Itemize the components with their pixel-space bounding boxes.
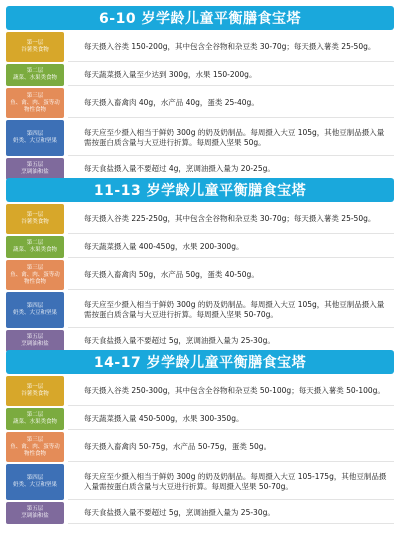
tier-row-1 (6, 32, 394, 62)
tier-label (6, 88, 64, 118)
tier-text: 每天摄入谷类 250-300g，其中包含全谷物和杂豆类 50-100g；每天摄入薯类 50-100g。 (68, 376, 394, 406)
tier-number: 第三层 (26, 264, 44, 271)
tier-text: 每天食盐摄入量不要超过 5g，烹调油摄入量为 25-30g。 (68, 502, 394, 524)
tier-name: 烹调油和盐 (21, 341, 49, 347)
tier-row-5 (6, 158, 394, 180)
tier-text: 每天食盐摄入量不要超过 4g，烹调油摄入量为 20-25g。 (68, 158, 394, 180)
section-14-17 (0, 350, 400, 524)
tier-number: 第一层 (26, 40, 44, 46)
tier-text: 每天应至少摄入相当于鲜奶 300g 的奶及奶制品。每周摄入大豆 105g，其他豆制品摄入量需按蛋白质含量与大豆进行折算。每周摄入坚果 50-70g。 (68, 292, 394, 328)
tier-label (6, 330, 64, 352)
section-title: 6-10 岁学龄儿童平衡膳食宝塔 (6, 6, 394, 30)
tier-text: 每天摄入谷类 150-200g，其中包含全谷物和杂豆类 30-70g；每天摄入薯类 25-50g。 (68, 32, 394, 62)
tier-number: 第四层 (26, 475, 44, 481)
tier-text: 每天应至少摄入相当于鲜奶 300g 的奶及奶制品。每周摄入大豆 105g，其他豆制品摄入量需按蛋白质含量与大豆进行折算。每周摄入坚果 50g。 (68, 120, 394, 156)
tier-name: 鱼、禽、肉、蛋等动物性食物 (10, 271, 60, 285)
tier-name: 蔬菜、水果类食物 (12, 247, 57, 253)
tier-name: 谷薯类食物 (21, 47, 49, 53)
tier-name: 奶类、大豆和坚果 (12, 310, 57, 316)
tier-label (6, 502, 64, 524)
tier-name: 烹调油和盐 (21, 513, 49, 519)
tier-number: 第二层 (26, 412, 44, 418)
tier-number: 第三层 (26, 92, 44, 99)
section-11-13 (0, 178, 400, 352)
tier-number: 第四层 (26, 131, 44, 137)
tier-row-4 (6, 464, 394, 500)
tier-row-2 (6, 408, 394, 430)
tier-row-2 (6, 236, 394, 258)
tier-text: 每天摄入畜禽肉 40g，水产品 40g，蛋类 25-40g。 (68, 88, 394, 118)
tier-name: 鱼、禽、肉、蛋等动物性食物 (10, 99, 60, 113)
tier-name: 奶类、大豆和坚果 (12, 482, 57, 488)
tier-name: 蔬菜、水果类食物 (12, 419, 57, 425)
tier-name: 鱼、禽、肉、蛋等动物性食物 (10, 443, 60, 457)
tier-row-5 (6, 502, 394, 524)
tier-name: 蔬菜、水果类食物 (12, 75, 57, 81)
tier-label (6, 432, 64, 462)
tier-row-3 (6, 88, 394, 118)
tier-text: 每天应至少摄入相当于鲜奶 300g 的奶及奶制品。每周摄入大豆 105-175g，其他豆制品摄入量需按蛋白质含量与大豆进行折算。每周摄入坚果 50-70g。 (68, 464, 394, 500)
tier-name: 奶类、大豆和坚果 (12, 138, 57, 144)
tier-number: 第三层 (26, 436, 44, 443)
tier-text: 每天摄入畜禽肉 50-75g，水产品 50-75g，蛋类 50g。 (68, 432, 394, 462)
tier-number: 第二层 (26, 240, 44, 246)
tier-label (6, 236, 64, 258)
tier-label (6, 158, 64, 180)
tier-number: 第二层 (26, 68, 44, 74)
section-6-10 (0, 6, 400, 180)
tier-label (6, 32, 64, 62)
tier-row-2 (6, 64, 394, 86)
tier-name: 谷薯类食物 (21, 219, 49, 225)
tier-number: 第五层 (26, 506, 44, 512)
tier-label (6, 408, 64, 430)
tier-row-1 (6, 204, 394, 234)
tier-text: 每天蔬菜摄入量 400-450g，水果 200-300g。 (68, 236, 394, 258)
tier-text: 每天蔬菜摄入量至少达到 300g，水果 150-200g。 (68, 64, 394, 86)
tier-label (6, 464, 64, 500)
tier-label (6, 376, 64, 406)
tier-label (6, 260, 64, 290)
tier-row-4 (6, 120, 394, 156)
tier-text: 每天摄入谷类 225-250g，其中包含全谷物和杂豆类 30-70g；每天摄入薯类 25-50g。 (68, 204, 394, 234)
tier-text: 每天蔬菜摄入量 450-500g，水果 300-350g。 (68, 408, 394, 430)
tier-row-3 (6, 432, 394, 462)
tier-row-3 (6, 260, 394, 290)
tier-row-4 (6, 292, 394, 328)
tier-label (6, 120, 64, 156)
tier-row-1 (6, 376, 394, 406)
tier-name: 烹调油和盐 (21, 169, 49, 175)
tier-label (6, 64, 64, 86)
tier-number: 第五层 (26, 162, 44, 168)
tier-text: 每天摄入畜禽肉 50g，水产品 50g，蛋类 40-50g。 (68, 260, 394, 290)
tier-number: 第一层 (26, 384, 44, 390)
tier-name: 谷薯类食物 (21, 391, 49, 397)
tier-label (6, 204, 64, 234)
tier-number: 第四层 (26, 303, 44, 309)
section-title: 14-17 岁学龄儿童平衡膳食宝塔 (6, 350, 394, 374)
tier-text: 每天食盐摄入量不要超过 5g，烹调油摄入量为 25-30g。 (68, 330, 394, 352)
tier-row-5 (6, 330, 394, 352)
tier-number: 第五层 (26, 334, 44, 340)
tier-number: 第一层 (26, 212, 44, 218)
section-title: 11-13 岁学龄儿童平衡膳食宝塔 (6, 178, 394, 202)
tier-label (6, 292, 64, 328)
